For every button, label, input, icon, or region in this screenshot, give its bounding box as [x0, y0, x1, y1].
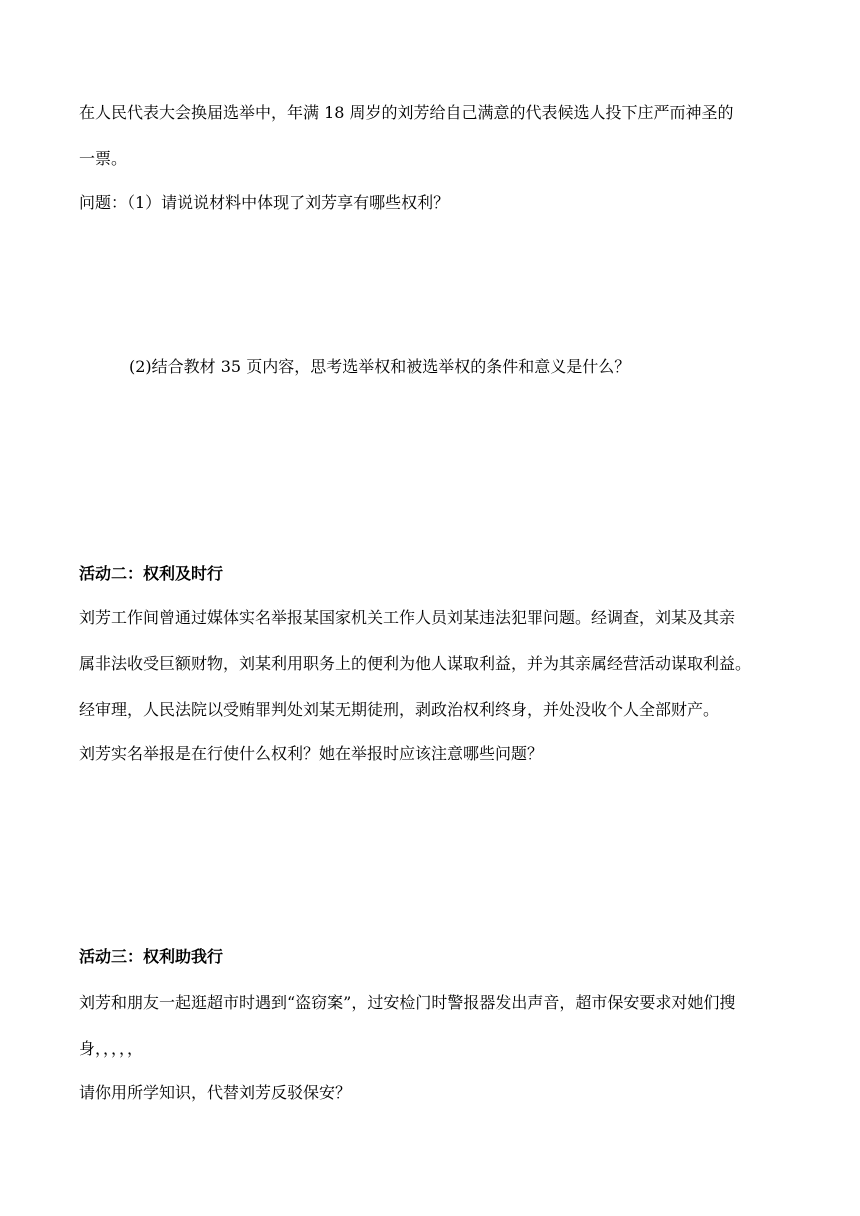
activity-three-paragraph-line-2: 身，，，，，	[79, 1039, 144, 1058]
activity-two-heading: 活动二：权利及时行	[79, 564, 224, 583]
activity-two-paragraph-line-1: 刘芳工作间曾通过媒体实名举报某国家机关工作人员刘某违法犯罪问题。经调查，刘某及其亲	[79, 608, 736, 627]
section-one-question-2: (2)结合教材 35 页内容，思考选举权和被选举权的条件和意义是什么？	[129, 357, 631, 376]
section-one-paragraph-line-1: 在人民代表大会换届选举中，年满 18 周岁的刘芳给自己满意的代表候选人投下庄严而神圣的	[79, 103, 734, 122]
activity-three-question: 请你用所学知识，代替刘芳反驳保安？	[79, 1083, 352, 1102]
activity-three-paragraph-line-1: 刘芳和朋友一起逛超市时遇到“盗窃案”，过安检门时警报器发出声音，超市保安要求对她们搜	[79, 993, 736, 1012]
section-one-paragraph-line-2: 一票。	[79, 149, 128, 168]
activity-two-paragraph-line-2: 属非法收受巨额财物，刘某利用职务上的便利为他人谋取利益，并为其亲属经营活动谋取利益。	[79, 654, 752, 673]
section-one-question-1: 问题：（1）请说说材料中体现了刘芳享有哪些权利？	[79, 193, 450, 212]
activity-two-paragraph-line-3: 经审理，人民法院以受贿罪判处刘某无期徒刑，剥政治权利终身，并处没收个人全部财产。	[79, 700, 720, 719]
activity-two-question: 刘芳实名举报是在行使什么权利？她在举报时应该注意哪些问题？	[79, 744, 544, 763]
activity-three-heading: 活动三：权利助我行	[79, 947, 224, 966]
